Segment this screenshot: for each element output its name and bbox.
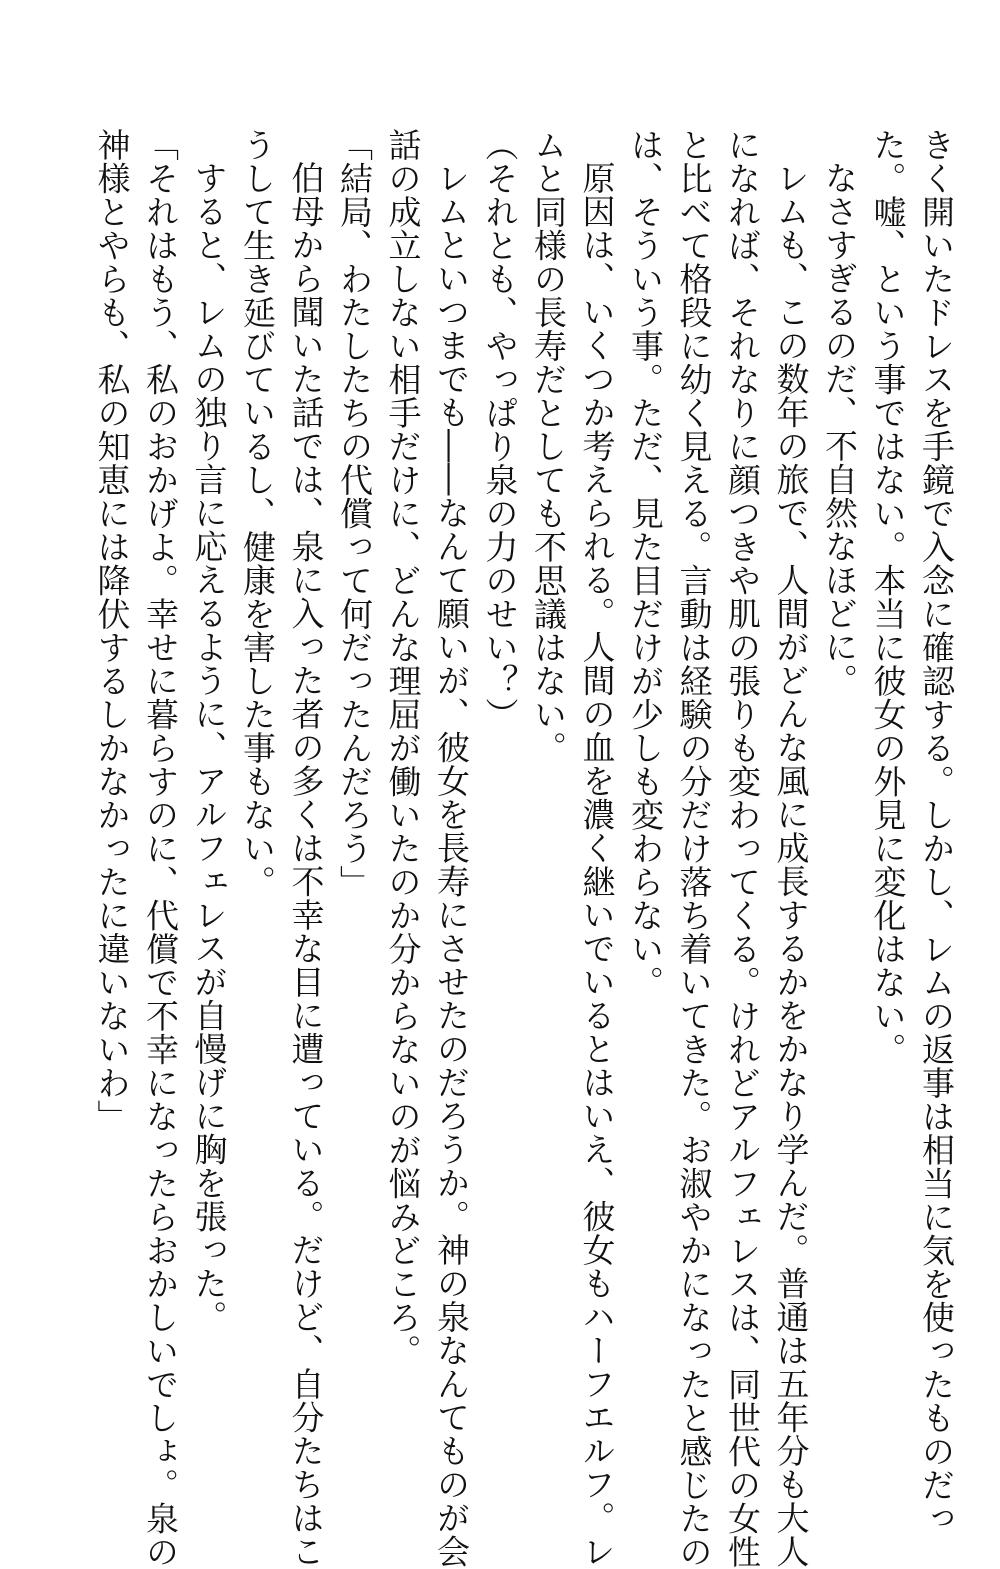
text-line: は、そういう事。ただ、見た目だけが少しも変わらない。 xyxy=(626,128,665,999)
text-line: うして生き延びているし、健康を害した事もない。 xyxy=(238,128,277,899)
vertical-text-body xyxy=(87,128,960,1569)
text-line: た。嘘、という事ではない。本当に彼女の外見に変化はない。 xyxy=(868,128,908,1066)
text-line: 伯母から聞いた話では、泉に入った者の多くは不幸な目に遭っている。だけど、自分たちはこ xyxy=(286,161,326,1568)
text-line: レムも、この数年の旅で、人間がどんな風に成長するかをかなり学んだ。普通は五年分も大人 xyxy=(771,161,811,1568)
text-line: 原因は、いくつか考えられる。人間の血を濃く継いでいるとはいえ、彼女もハーフエルフ。レ xyxy=(577,161,617,1568)
text-line: になれば、それなりに顔つきや肌の張りも変わってくる。けれどアルフェレスは、同世代の女性 xyxy=(723,128,762,1569)
text-line: （それとも、やっぱり泉の力のせい？） xyxy=(480,128,520,731)
text-line: なさすぎるのだ、不自然なほどに。 xyxy=(820,161,859,697)
text-line: 「それはもう、私のおかげよ。幸せに暮らすのに、代償で不幸になったらおかしいでしょ。泉の xyxy=(141,128,180,1569)
text-line: 話の成立しない相手だけに、どんな理屈が働いたのか分からないのが悩みどころ。 xyxy=(383,128,423,1368)
text-line: ムと同様の長寿だとしても不思議はない。 xyxy=(529,128,568,765)
text-line: 「結局、わたしたちの代償って何だったんだろう」 xyxy=(335,128,374,899)
text-line: と比べて格段に幼く見える。言動は経験の分だけ落ち着いてきた。お淑やかになったと感じたの xyxy=(674,128,714,1569)
text-line: 神様とやらも、私の知恵には降伏するしかなかったに違いないわ」 xyxy=(92,128,132,1133)
text-line: すると、レムの独り言に応えるように、アルフェレスが自慢げに胸を張った。 xyxy=(189,161,229,1334)
text-line: きく開いたドレスを手鏡で入念に確認する。しかし、レムの返事は相当に気を使ったものだっ xyxy=(917,128,956,1535)
text-line: レムといつまでも――なんて願いが、彼女を長寿にさせたのだろうか。神の泉なんてものが会 xyxy=(432,161,471,1568)
